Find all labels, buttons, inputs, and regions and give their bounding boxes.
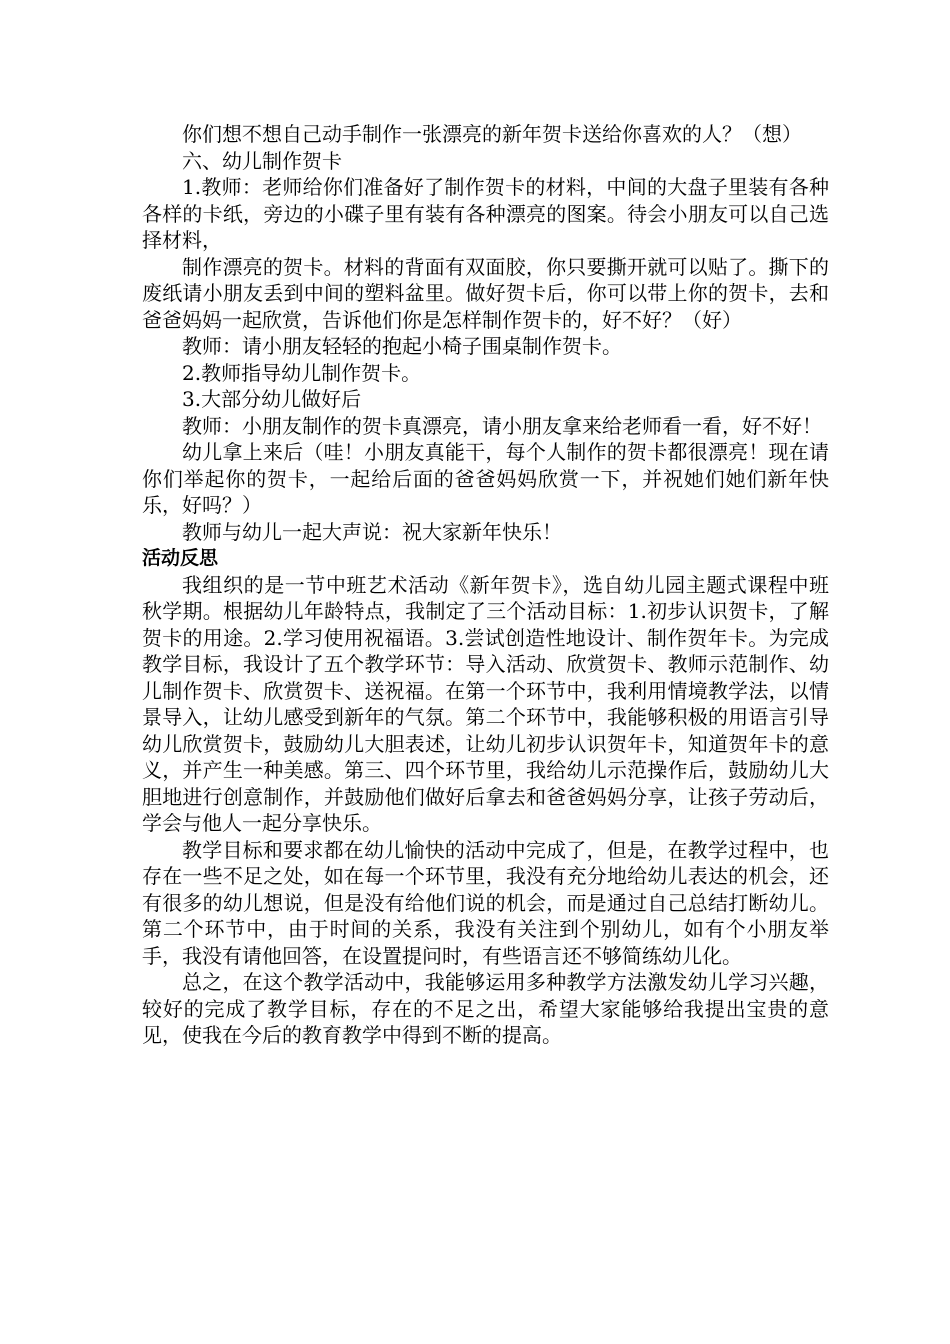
paragraph: 1.教师：老师给你们准备好了制作贺卡的材料，中间的大盘子里装有各种各样的卡纸，旁边的小碟子里有装有各种漂亮的图案。待会小朋友可以自己选择材料， <box>142 175 829 252</box>
paragraph: 幼儿拿上来后（哇！小朋友真能干，每个人制作的贺卡都很漂亮！现在请你们举起你的贺卡，一起给后面的爸爸妈妈欣赏一下，并祝她们她们新年快乐，好吗？） <box>142 440 829 517</box>
paragraph: 总之，在这个教学活动中，我能够运用多种教学方法激发幼儿学习兴趣，较好的完成了教学目标，存在的不足之出，希望大家能够给我提出宝贵的意见，使我在今后的教育教学中得到不断的提高。 <box>142 970 829 1047</box>
paragraph: 你们想不想自己动手制作一张漂亮的新年贺卡送给你喜欢的人？（想） <box>182 122 802 146</box>
paragraph: 3.大部分幼儿做好后 <box>182 387 362 411</box>
paragraph: 制作漂亮的贺卡。材料的背面有双面胶，你只要撕开就可以贴了。撕下的废纸请小朋友丢到中间的塑料盆里。做好贺卡后，你可以带上你的贺卡，去和爸爸妈妈一起欣赏，告诉他们你是怎样制作贺卡的，好不好？（好） <box>142 254 829 332</box>
section-heading-make-cards: 六、幼儿制作贺卡 <box>182 148 342 173</box>
paragraph: 教师：小朋友制作的贺卡真漂亮，请小朋友拿来给老师看一看，好不好！ <box>182 413 822 438</box>
paragraph: 教学目标和要求都在幼儿愉快的活动中完成了，但是，在教学过程中，也存在一些不足之处，如在每一个环节里，我没有充分地给幼儿表达的机会，还有很多的幼儿想说，但是没有给他们说的机会，而是通过自己总结打断幼儿。第二个环节中，由于时间的关系，我没有关注到个别幼儿，如有个小朋友举手，我没有请他回答，在设置提问时，有些语言还不够简练幼儿化。 <box>142 837 829 968</box>
document-body <box>142 121 829 1049</box>
paragraph: 2.教师指导幼儿制作贺卡。 <box>182 360 422 385</box>
paragraph: 我组织的是一节中班艺术活动《新年贺卡》，选自幼儿园主题式课程中班秋学期。根据幼儿年龄特点，我制定了三个活动目标：1.初步认识贺卡，了解贺卡的用途。2.学习使用祝福语。3.尝试创造性地设计、制作贺年卡。为完成教学目标，我设计了五个教学环节：导入活动、欣赏贺卡、教师示范制作、幼儿制作贺卡、欣赏贺卡、送祝福。在第一个环节中，我利用情境教学法，以情景导入，让幼儿感受到新年的气氛。第二个环节中，我能够积极的用语言引导幼儿欣赏贺卡，鼓励幼儿大胆表述，让幼儿初步认识贺年卡，知道贺年卡的意义，并产生一种美感。第三、四个环节里，我给幼儿示范操作后，鼓励幼儿大胆地进行创意制作，并鼓励他们做好后拿去和爸爸妈妈分享，让孩子劳动后，学会与他人一起分享快乐。 <box>142 572 829 835</box>
section-heading-reflection: 活动反思 <box>142 547 219 569</box>
paragraph: 教师：请小朋友轻轻的抱起小椅子围桌制作贺卡。 <box>182 334 622 358</box>
paragraph: 教师与幼儿一起大声说：祝大家新年快乐！ <box>182 519 562 544</box>
